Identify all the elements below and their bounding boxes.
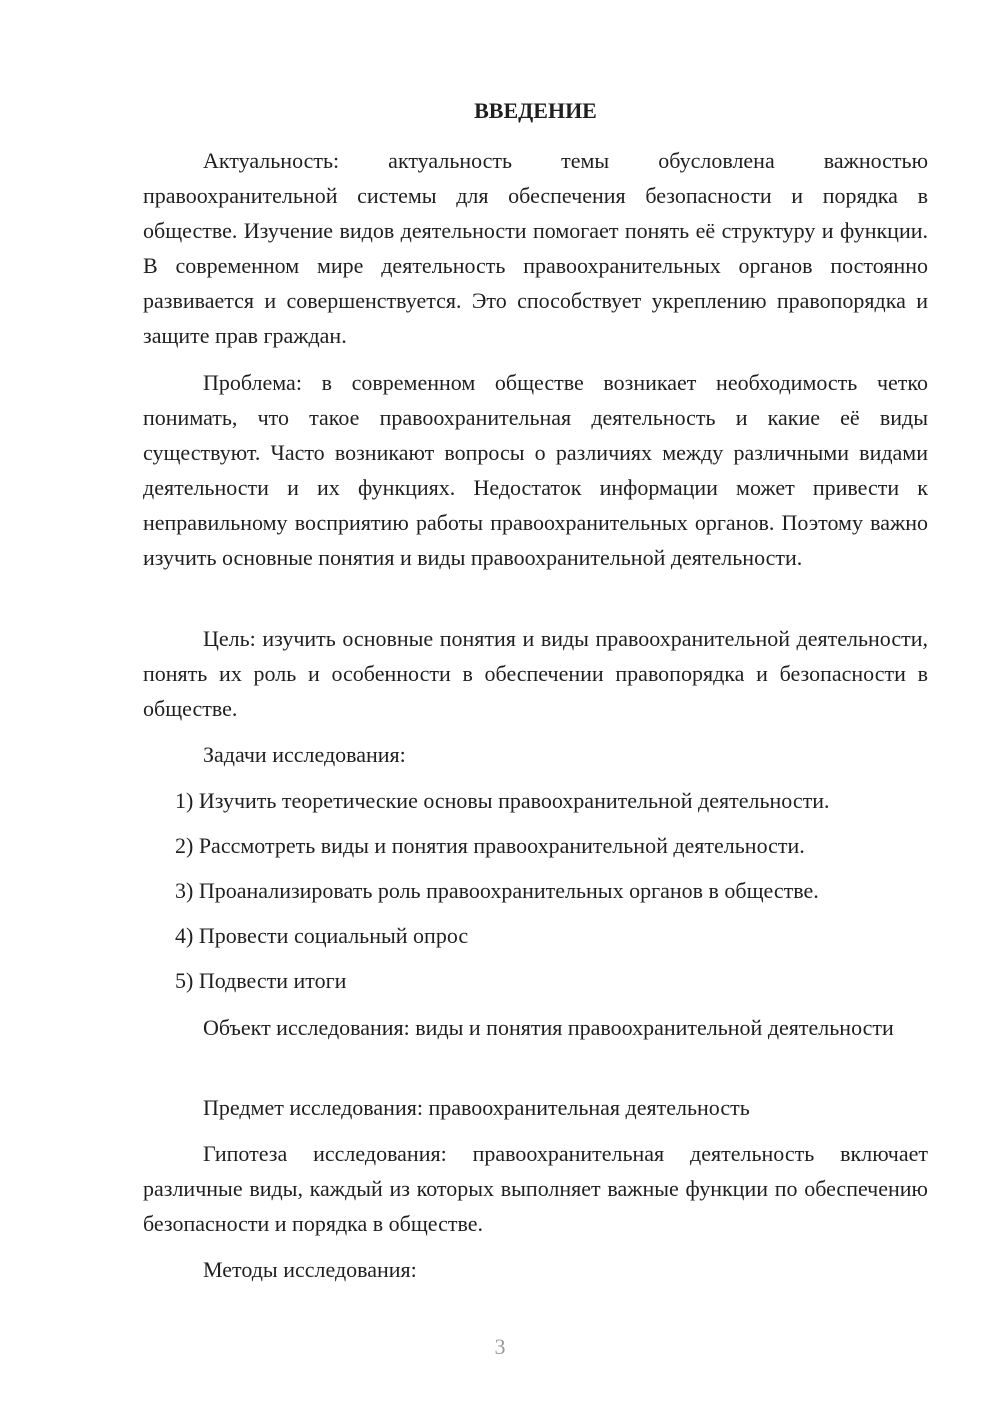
page-title: ВВЕДЕНИЕ <box>474 98 597 123</box>
paragraph-problem: Проблема: в современном обществе возникает необходимость четко понимать, что такое правоохранительная деятельность и какие её виды существуют. Часто возникают вопросы о различиях между различными видами деятельности и их функциях. Недостаток информации может привести к неправильному восприятию работы правоохранительных органов. Поэтому важно изучить основные понятия и виды правоохранительной деятельности. <box>143 370 928 570</box>
task-item-5: 5) Подвести итоги <box>175 968 347 993</box>
task-item-4: 4) Провести социальный опрос <box>175 923 469 948</box>
task-item-2: 2) Рассмотреть виды и понятия правоохранительной деятельности. <box>175 833 805 858</box>
task-item-1: 1) Изучить теоретические основы правоохранительной деятельности. <box>175 788 830 813</box>
task-item-3: 3) Проанализировать роль правоохранительных органов в обществе. <box>175 878 819 903</box>
paragraph-hypothesis: Гипотеза исследования: правоохранительная деятельность включает различные виды, каждый из которых выполняет важные функции по обеспечению безопасности и порядка в обществе. <box>143 1141 928 1236</box>
tasks-heading: Задачи исследования: <box>203 742 406 767</box>
page-number: 3 <box>494 1334 506 1359</box>
paragraph-object: Объект исследования: виды и понятия правоохранительной деятельности <box>203 1015 894 1040</box>
paragraph-goal: Цель: изучить основные понятия и виды правоохранительной деятельности, понять их роль и особенности в обеспечении правопорядка и безопасности в обществе. <box>143 626 928 721</box>
paragraph-relevance: Актуальность: актуальность темы обусловлена важностью правоохранительной системы для обеспечения безопасности и порядка в обществе. Изучение видов деятельности помогает понять её структуру и функции. В современном мире деятельность правоохранительных органов постоянно развивается и совершенствуется. Это способствует укреплению правопорядка и защите прав граждан. <box>143 148 928 348</box>
methods-heading: Методы исследования: <box>203 1257 417 1282</box>
paragraph-subject: Предмет исследования: правоохранительная деятельность <box>203 1095 750 1120</box>
